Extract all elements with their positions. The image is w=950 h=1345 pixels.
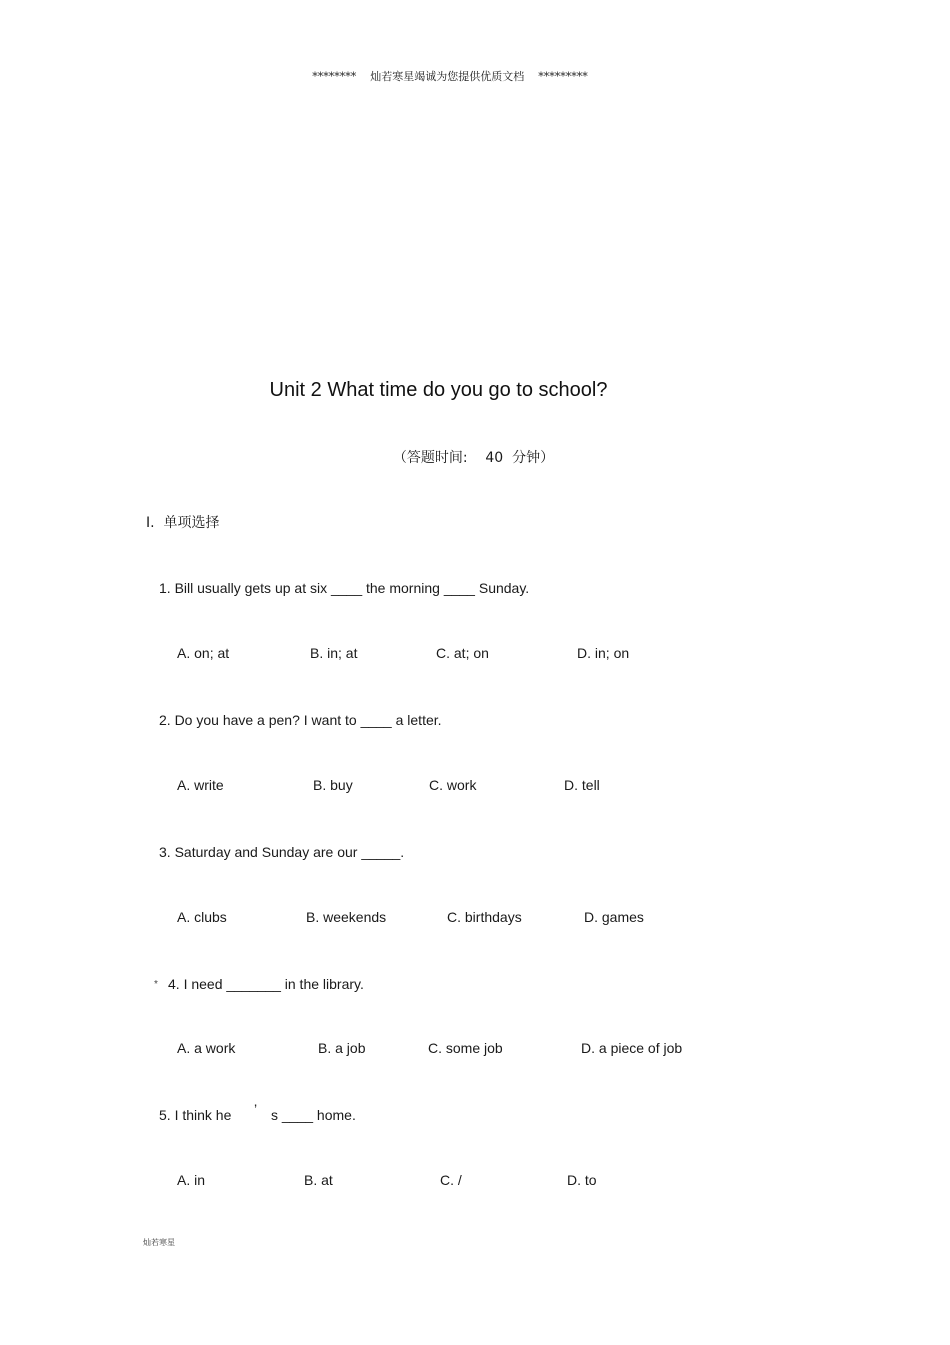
question-1: 1. Bill usually gets up at six ____ the morning ____ Sunday. xyxy=(159,580,530,596)
question-2-option-d: D. tell xyxy=(564,777,600,793)
question-5-apostrophe: ’ xyxy=(254,1101,258,1117)
header-right-stars: ********* xyxy=(538,70,588,83)
question-5-option-b: B. at xyxy=(304,1172,333,1188)
question-4-option-c: C. some job xyxy=(428,1040,503,1056)
question-1-option-b: B. in; at xyxy=(310,645,358,661)
question-3-option-a: A. clubs xyxy=(177,909,227,925)
question-1-option-c: C. at; on xyxy=(436,645,489,661)
question-2: 2. Do you have a pen? I want to ____ a letter. xyxy=(159,712,442,728)
question-3-option-c: C. birthdays xyxy=(447,909,522,925)
header-left-stars: ******** xyxy=(312,70,357,83)
question-5-option-a: A. in xyxy=(177,1172,206,1188)
question-2-option-b: B. buy xyxy=(313,777,353,793)
question-5-option-c: C. / xyxy=(440,1172,462,1188)
time-limit-open: （答题时间: xyxy=(392,450,468,466)
question-1-option-d: D. in; on xyxy=(577,645,630,661)
time-limit-close: 分钟） xyxy=(512,450,555,466)
section-number: Ⅰ. xyxy=(146,515,155,531)
question-2-option-a: A. write xyxy=(177,777,224,793)
question-2-option-c: C. work xyxy=(429,777,477,793)
page-header xyxy=(0,68,900,84)
question-5-option-d: D. to xyxy=(567,1172,597,1188)
header-text: 灿若寒星竭诚为您提供优质文档 xyxy=(370,70,525,83)
question-3-option-b: B. weekends xyxy=(306,909,387,925)
section-label: 单项选择 xyxy=(163,515,220,531)
question-4-option-d: D. a piece of job xyxy=(581,1040,683,1056)
question-5-text-after: s ____ home. xyxy=(271,1107,356,1123)
time-limit-minutes: 40 xyxy=(485,450,504,466)
question-4: 4. I need _______ in the library. xyxy=(168,976,364,992)
time-limit xyxy=(0,447,947,467)
question-4-option-b: B. a job xyxy=(318,1040,366,1056)
question-4-option-a: A. a work xyxy=(177,1040,236,1056)
question-3-option-d: D. games xyxy=(584,909,644,925)
section-heading xyxy=(146,512,220,532)
document-title: Unit 2 What time do you go to school? xyxy=(269,379,608,401)
question-5-text-before: 5. I think he xyxy=(159,1107,232,1123)
question-1-option-a: A. on; at xyxy=(177,645,230,661)
question-3: 3. Saturday and Sunday are our _____. xyxy=(159,844,405,860)
page-footer: 灿若寒星 xyxy=(143,1238,175,1247)
question-4-star-mark: * xyxy=(154,979,158,990)
